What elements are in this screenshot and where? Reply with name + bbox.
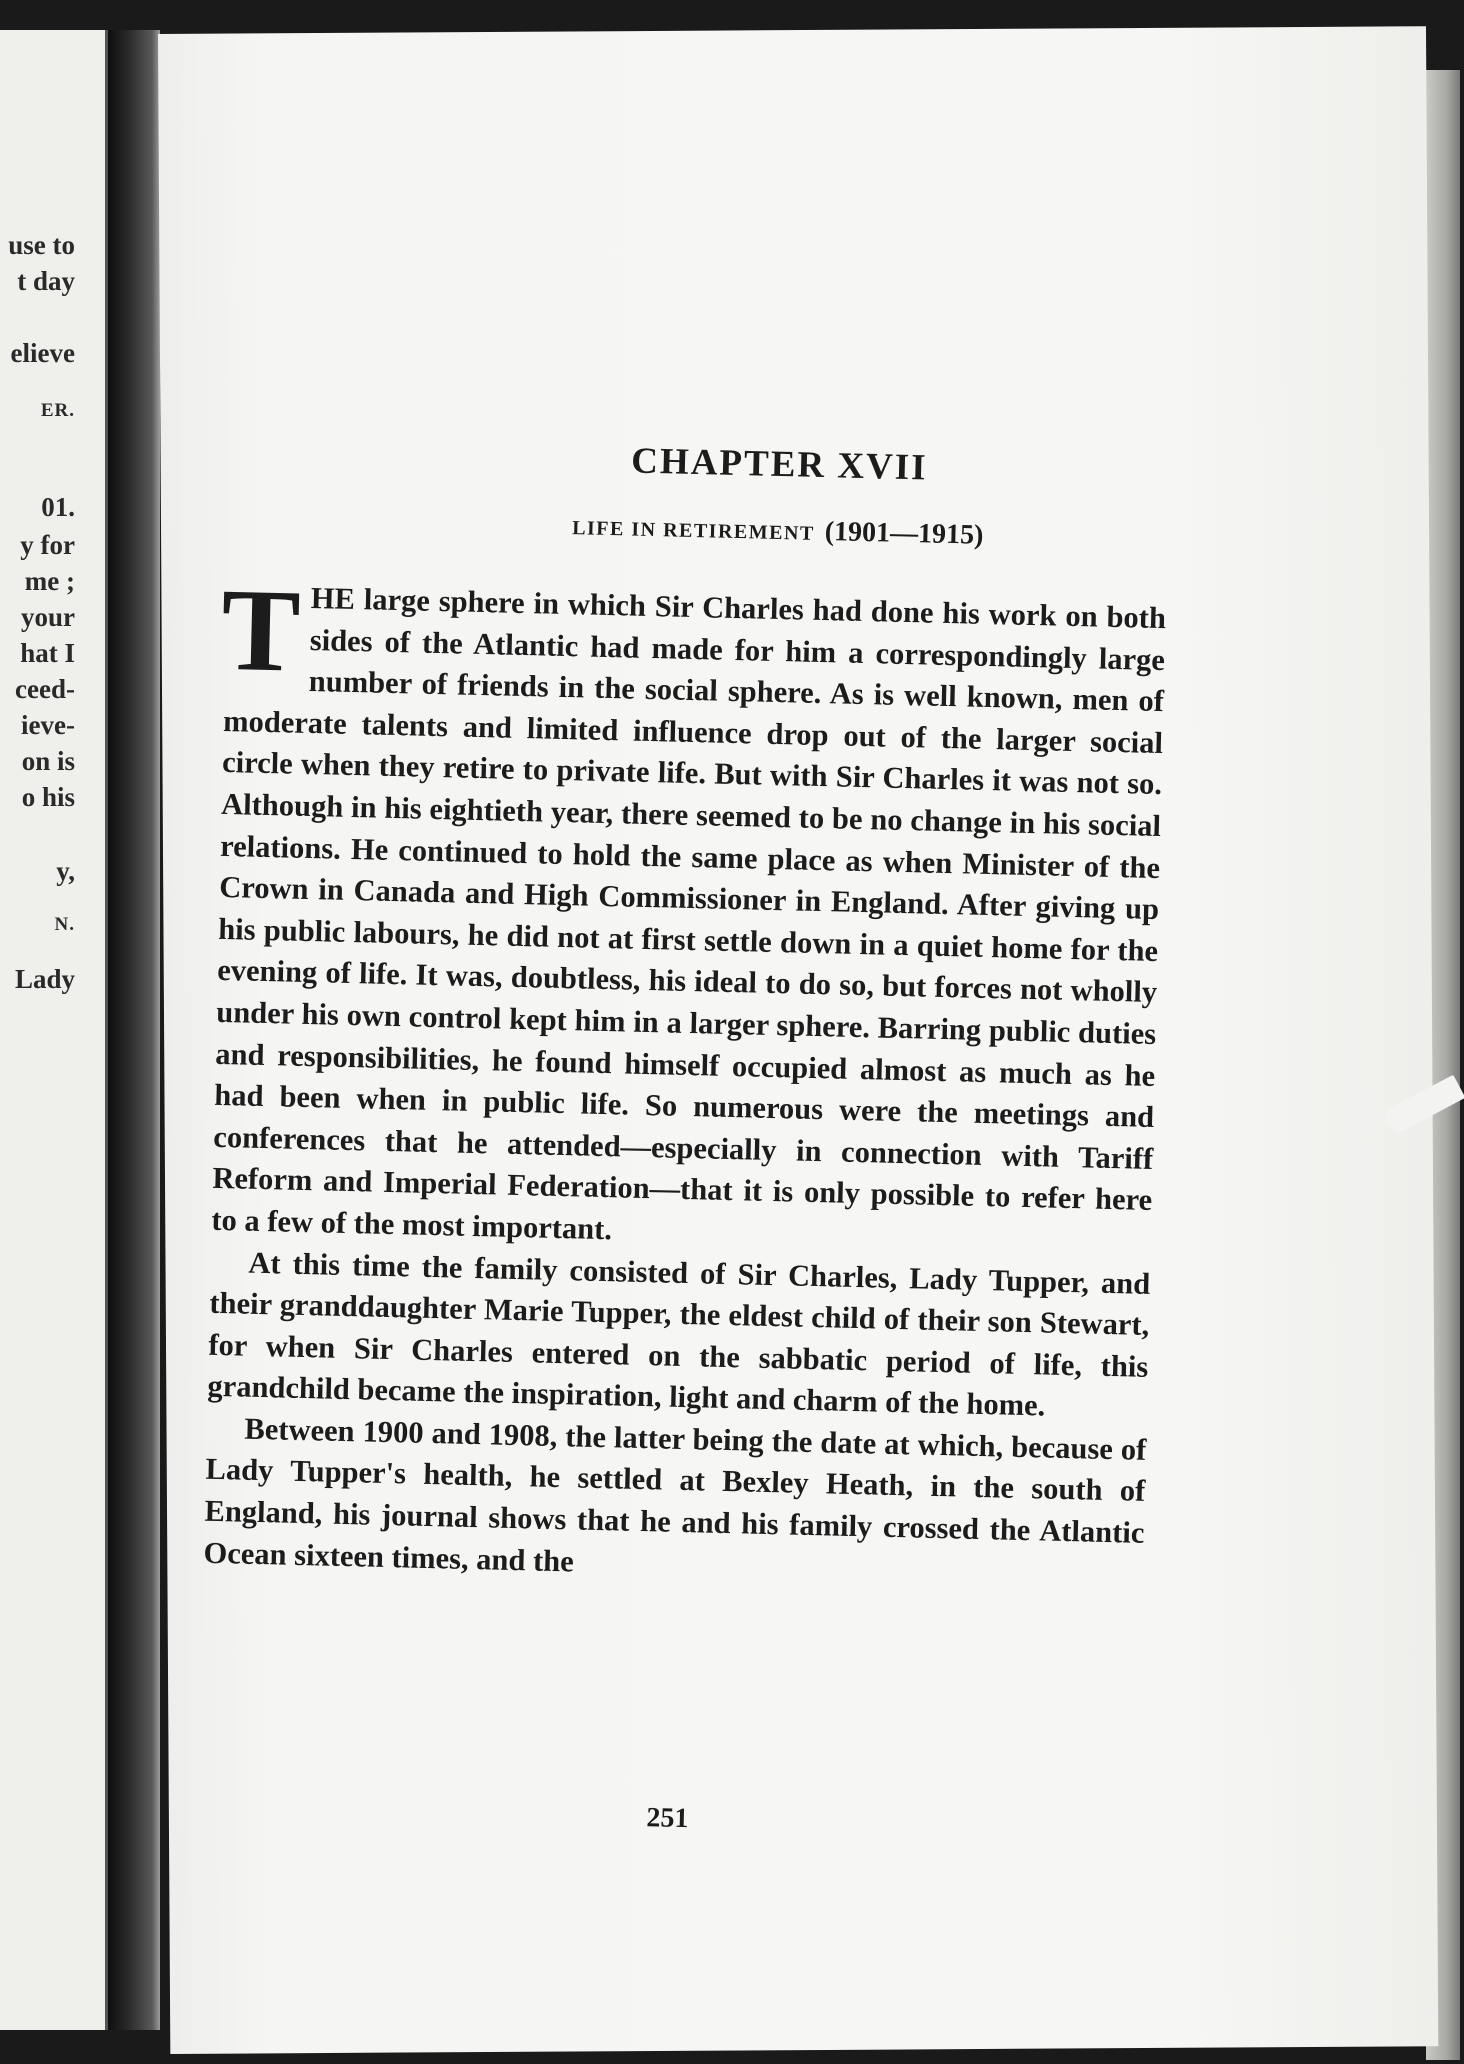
drop-cap: T bbox=[219, 563, 302, 697]
paragraph: Between 1900 and 1908, the latter being the date at which, because of Lady Tupper's health, he settled at Bexley Heath, in the south of England, his journal shows that he and his family crossed the Atlantic Ocean sixteen times, and the bbox=[203, 1411, 1147, 1579]
chapter-subtitle-text: LIFE IN RETIREMENT bbox=[571, 517, 816, 545]
left-page-line: elieve bbox=[10, 338, 75, 368]
paragraph: At this time the family consisted of Sir Charles, Lady Tupper, and their granddaughter Marie Tupper, the eldest child of their son Stewart, for when Sir Charles entered on the sabbatic period of life, this grandchild became the inspiration, light and charm of the home. bbox=[207, 1245, 1151, 1423]
chapter-subtitle-years: (1901—1915) bbox=[824, 516, 984, 551]
left-page-line: your bbox=[21, 602, 75, 632]
book-page bbox=[158, 26, 1438, 2054]
facing-page-left bbox=[0, 30, 108, 2030]
left-page-line: 01. bbox=[41, 492, 75, 522]
left-page-line: on is bbox=[21, 746, 75, 776]
book-gutter bbox=[108, 30, 160, 2030]
left-page-line: ieve- bbox=[21, 710, 75, 740]
left-page-line: ceed- bbox=[15, 674, 75, 704]
left-page-line: Lady bbox=[14, 964, 75, 994]
chapter-subtitle bbox=[228, 502, 1328, 560]
page-number: 251 bbox=[646, 1802, 689, 1835]
page-content bbox=[203, 16, 1340, 1835]
left-page-line: hat I bbox=[20, 638, 75, 668]
paragraph-text: HE large sphere in which Sir Charles had done his work on both sides of the Atlantic had made for him a correspondingly large number of friends in the social sphere. As is well known, men of moderate talents and limited influence drop out of the larger social circle when they retire to private life. But with Sir Charles it was not so. Although in his eightieth year, there seemed to be no change in his social relations. He continued to hold the same place as when Minister of the Crown in Canada and High Commissioner in England. After giving up his public labours, he did not at first settle down in a quiet home for the evening of life. It was, doubtless, his ideal to do so, but forces not wholly under his own control kept him in a larger sphere. Barring public duties and responsibilities, he found himself occupied almost as much as he had been when in public life. So numerous were the meetings and conferences that he attended—especially in connection with Tariff Reform and Imperial Federation—that it is only possible to refer here to a few of the most important. bbox=[211, 580, 1167, 1247]
chapter-title: CHAPTER XVII bbox=[630, 440, 929, 489]
left-page-line: ER. bbox=[40, 400, 75, 421]
left-page-line: me ; bbox=[24, 566, 75, 596]
chapter-body bbox=[203, 563, 1167, 1596]
paragraph bbox=[211, 563, 1167, 1263]
left-page-line: o his bbox=[21, 782, 75, 812]
left-page-line: y for bbox=[20, 530, 75, 560]
left-page-line: t day bbox=[17, 266, 75, 296]
left-page-line: N. bbox=[54, 914, 75, 935]
left-page-line: y, bbox=[56, 856, 75, 886]
left-page-line: use to bbox=[8, 230, 75, 260]
